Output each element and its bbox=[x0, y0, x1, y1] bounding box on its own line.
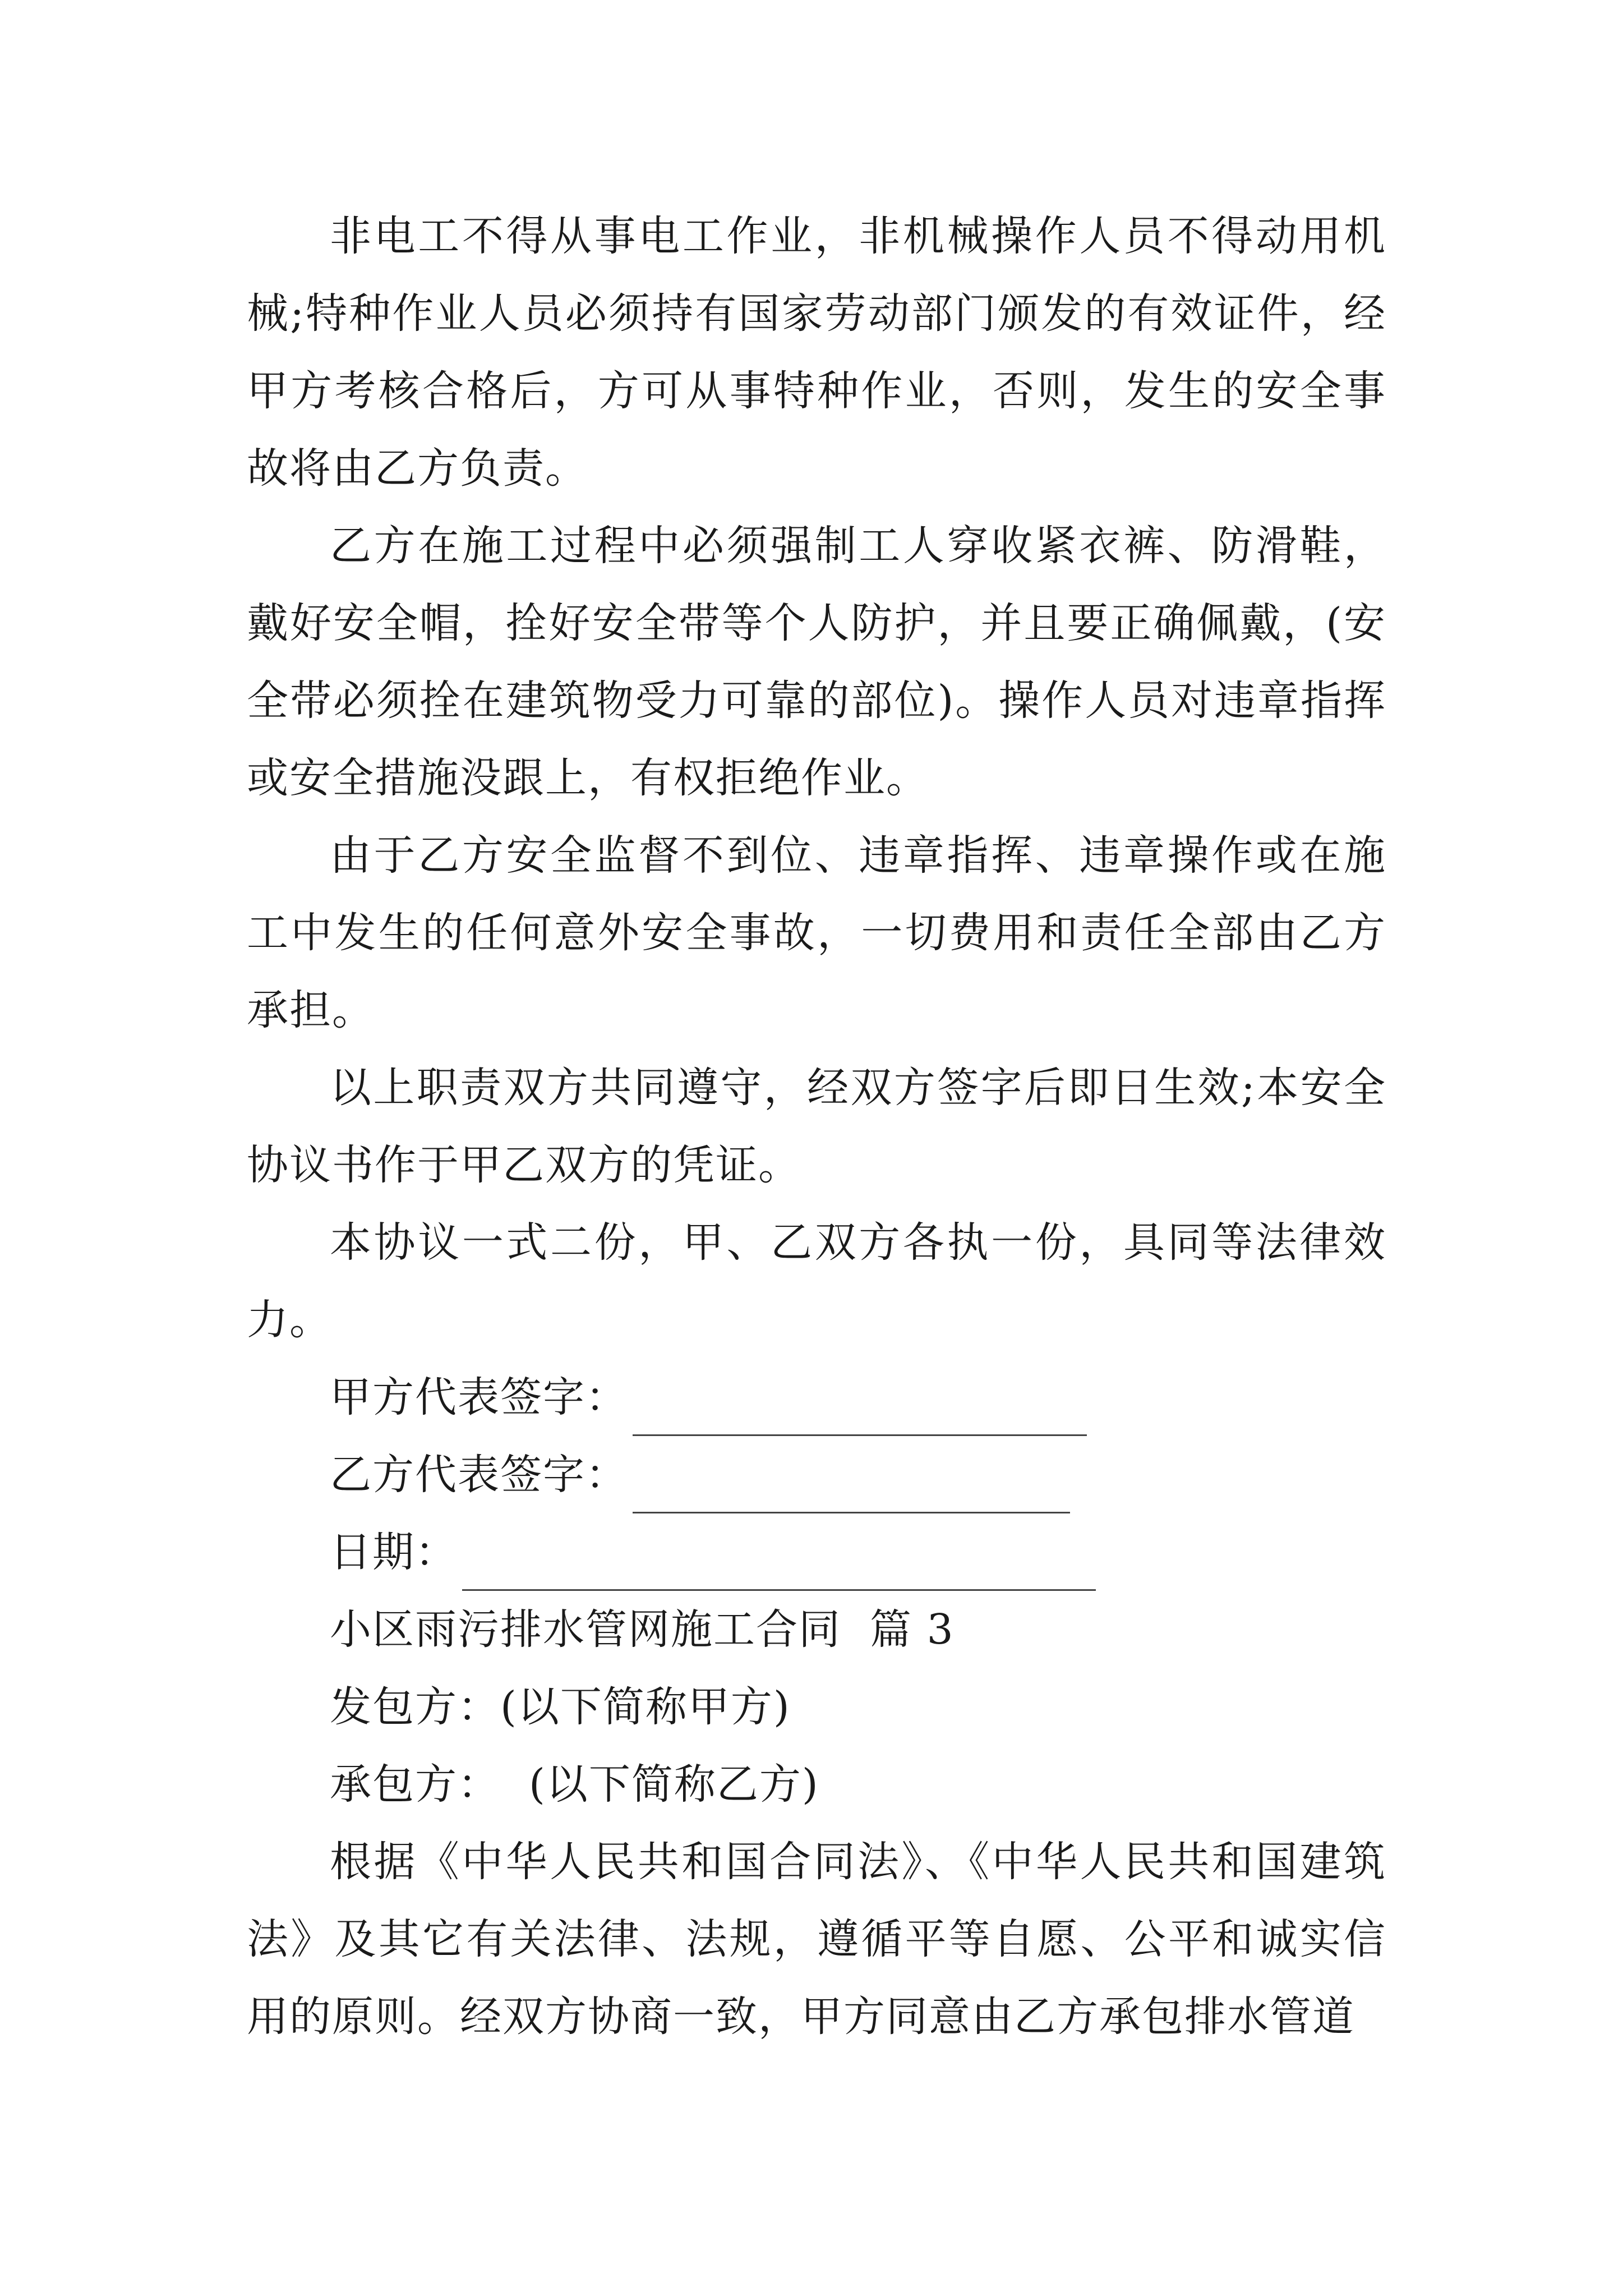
paragraph-legal-basis: 根据《中华人民共和国合同法》、《中华人民共和国建筑法》及其它有关法律、法规，遵循平等自愿、公平和诚实信用的原则。经双方协商一致，甲方同意由乙方承包排水管道 bbox=[247, 1838, 1386, 2041]
employer-line: 发包方：(以下简称甲方) bbox=[330, 1683, 791, 1731]
paragraph-electrician-rule: 非电工不得从事电工作业，非机械操作人员不得动用机械;特种作业人员必须持有国家劳动部门颁发的有效证件，经甲方考核合格后，方可从事特种作业，否则，发生的安全事故将由乙方负责。 bbox=[247, 212, 1386, 493]
signature-party-a-blank bbox=[633, 1401, 1087, 1436]
paragraph-copies: 本协议一式二份，甲、乙双方各执一份，具同等法律效力。 bbox=[247, 1218, 1386, 1344]
section-title: 小区雨污排水管网施工合同 篇 3 bbox=[330, 1605, 955, 1654]
signature-date-blank bbox=[462, 1556, 1096, 1591]
paragraph-effectiveness: 以上职责双方共同遵守，经双方签字后即日生效;本安全协议书作于甲乙双方的凭证。 bbox=[247, 1064, 1386, 1189]
signature-party-a bbox=[247, 1359, 1386, 1436]
paragraph-liability: 由于乙方安全监督不到位、违章指挥、违章操作或在施工中发生的任何意外安全事故，一切费用和责任全部由乙方承担。 bbox=[247, 831, 1386, 1034]
signature-party-b-label: 乙方代表签字： bbox=[330, 1451, 628, 1499]
signature-party-b bbox=[247, 1436, 1386, 1513]
signature-date bbox=[247, 1513, 1386, 1591]
document-body bbox=[247, 197, 1386, 2055]
signature-date-label: 日期： bbox=[330, 1528, 458, 1576]
paragraph-protective-gear: 乙方在施工过程中必须强制工人穿收紧衣裤、防滑鞋，戴好安全帽，拴好安全带等个人防护，并且要正确佩戴，(安全带必须拴在建筑物受力可靠的部位)。操作人员对违章指挥或安全措施没跟上，有权拒绝作业。 bbox=[247, 522, 1386, 802]
contractor-line: 承包方： (以下简称乙方) bbox=[330, 1760, 819, 1809]
signature-party-b-blank bbox=[633, 1478, 1070, 1513]
signature-party-a-label: 甲方代表签字： bbox=[330, 1373, 628, 1421]
